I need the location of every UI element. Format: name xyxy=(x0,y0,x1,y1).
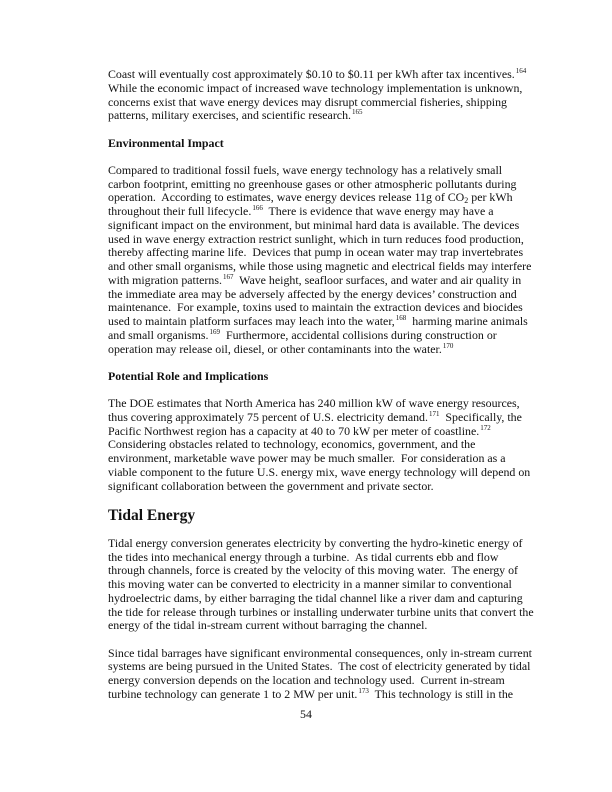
footnote-reference: 171 xyxy=(428,409,440,418)
text-line xyxy=(108,191,540,205)
text-run: thereby affecting marine life. Devices that pump in ocean water may trap invertebrates xyxy=(108,245,524,260)
body-paragraph xyxy=(108,164,540,357)
text-run: Tidal energy conversion generates electricity by converting the hydro-kinetic energy of xyxy=(108,535,523,550)
text-line xyxy=(108,647,540,661)
subsection-heading: Potential Role and Implications xyxy=(108,368,269,383)
text-run: The DOE estimates that North America has 240 million kW of wave energy resources, xyxy=(108,396,520,410)
text-line xyxy=(108,274,540,288)
text-line xyxy=(108,619,540,633)
footnote-reference: 168 xyxy=(395,314,407,322)
text-run: environment, marketable wave power may be much smaller. For consideration as a xyxy=(108,451,506,465)
footnote-reference: 166 xyxy=(252,204,263,212)
footnote-reference: 167 xyxy=(222,272,234,281)
text-line xyxy=(108,68,540,82)
text-line xyxy=(108,425,540,439)
text-run: the tide for release through turbines or installing underwater turbine units that convert the xyxy=(108,604,534,619)
footnote-reference: 165 xyxy=(352,108,363,117)
text-line xyxy=(108,660,540,674)
text-line xyxy=(108,411,540,425)
body-paragraph xyxy=(108,537,540,633)
text-run: maintenance. For example, toxins used to maintain the extraction devices and biocides xyxy=(108,300,523,315)
text-run: Considering obstacles related to technology, economics, government, and the xyxy=(108,437,476,452)
text-line xyxy=(108,288,540,302)
text-run: systems are being pursued in the United States. The cost of electricity generated by tidal xyxy=(108,659,531,674)
text-run: throughout their full lifecycle. xyxy=(108,204,252,218)
text-run: patterns, military exercises, and scientific research. xyxy=(108,108,351,123)
text-run: viable component to the future U.S. energy mix, wave energy technology will depend on xyxy=(108,464,531,479)
footnote-reference: 169 xyxy=(209,327,221,336)
text-run: While the economic impact of increased wave technology implementation is unknown, xyxy=(108,80,523,95)
body-paragraph xyxy=(108,68,540,123)
text-run: Since tidal barrages have significant environmental consequences, only in-stream current xyxy=(108,645,532,660)
text-line xyxy=(108,205,540,219)
text-line xyxy=(108,592,540,606)
text-line xyxy=(108,329,540,343)
text-run: carbon footprint, emitting no greenhouse gases or other atmospheric pollutants during xyxy=(108,176,517,191)
text-line xyxy=(108,246,540,260)
text-line xyxy=(108,343,540,357)
text-line xyxy=(108,480,540,494)
text-run: turbine technology can generate 1 to 2 MW per unit. xyxy=(108,686,358,701)
subsection-heading: Environmental Impact xyxy=(108,135,224,150)
text-line xyxy=(108,109,540,123)
footnote-reference: 172 xyxy=(480,423,491,432)
text-line xyxy=(108,219,540,233)
text-run: through channels, force is created by the velocity of this moving water. The energy of xyxy=(108,563,518,578)
text-line xyxy=(108,551,540,565)
page-number: 54 xyxy=(300,707,312,721)
text-run: significant collaboration between the government and private sector. xyxy=(108,478,434,493)
text-line xyxy=(108,178,540,192)
text-line xyxy=(108,96,540,110)
footnote-reference: 164 xyxy=(515,67,527,75)
text-run: with migration patterns. xyxy=(108,272,222,287)
text-line xyxy=(108,164,540,178)
text-line xyxy=(108,233,540,247)
text-run: the immediate area may be adversely affected by the energy devices’ construction and xyxy=(108,286,517,301)
text-run: There is evidence that wave energy may have a xyxy=(262,204,494,218)
text-run: significant impact on the environment, but minimal hard data is available. The devices xyxy=(108,217,520,232)
text-line xyxy=(108,315,540,329)
text-run: used to maintain platform surfaces may leach into the water, xyxy=(108,314,395,328)
text-line xyxy=(108,82,540,96)
body-paragraph xyxy=(108,397,540,493)
section-heading: Tidal Energy xyxy=(108,506,196,524)
document-page xyxy=(108,68,540,715)
text-run: Wave height, seafloor surfaces, and water and air quality in xyxy=(233,272,522,287)
text-run: energy of the tidal in-stream current without barraging the channel. xyxy=(108,618,428,633)
text-run: concerns exist that wave energy devices may disrupt commercial fisheries, shipping xyxy=(108,94,507,109)
subscript: 2 xyxy=(464,196,469,206)
text-line xyxy=(108,564,540,578)
text-run: operation may release oil, diesel, or other contaminants into the water. xyxy=(108,341,442,356)
text-run: hydroelectric dams, by either barraging the tidal channel like a river dam and capturing xyxy=(108,590,523,605)
text-run: Compared to traditional fossil fuels, wave energy technology has a relatively small xyxy=(108,162,503,177)
text-line xyxy=(108,466,540,480)
body-paragraph xyxy=(108,647,540,702)
text-line xyxy=(108,452,540,466)
text-run: Coast will eventually cost approximately $0.10 to $0.11 per kWh after tax incentives. xyxy=(108,67,515,81)
text-run: and small organisms. xyxy=(108,327,209,342)
text-run: Furthermore, accidental collisions during construction or xyxy=(220,327,497,342)
text-run: per kWh xyxy=(468,190,513,205)
text-run: the tides into mechanical energy through a turbine. As tidal currents ebb and flow xyxy=(108,549,499,564)
text-line xyxy=(108,301,540,315)
text-run: Pacific Northwest region has a capacity at 40 to 70 kW per meter of coastline. xyxy=(108,423,480,438)
text-line xyxy=(108,606,540,620)
footnote-reference: 170 xyxy=(442,341,454,350)
text-line xyxy=(108,397,540,411)
text-run: This technology is still in the xyxy=(368,686,514,701)
text-line xyxy=(108,674,540,688)
footnote-reference: 173 xyxy=(358,686,369,695)
text-run: thus covering approximately 75 percent of U.S. electricity demand. xyxy=(108,409,428,424)
text-line xyxy=(108,260,540,274)
text-line xyxy=(108,578,540,592)
text-run: operation. According to estimates, wave energy devices release 11g of CO xyxy=(108,190,465,205)
text-run: and other small organisms, while those using magnetic and electrical fields may interfere xyxy=(108,259,532,273)
text-line xyxy=(108,537,540,551)
text-line xyxy=(108,688,540,702)
text-run: Specifically, the xyxy=(439,409,522,424)
text-run: energy conversion depends on the location and technology used. Current in-stream xyxy=(108,673,505,687)
text-run: harming marine animals xyxy=(406,314,528,328)
text-run: this moving water can be converted to electricity in a manner similar to conventional xyxy=(108,577,512,591)
text-run: used in wave energy extraction restrict sunlight, which in turn reduces food production, xyxy=(108,231,524,246)
text-line xyxy=(108,438,540,452)
